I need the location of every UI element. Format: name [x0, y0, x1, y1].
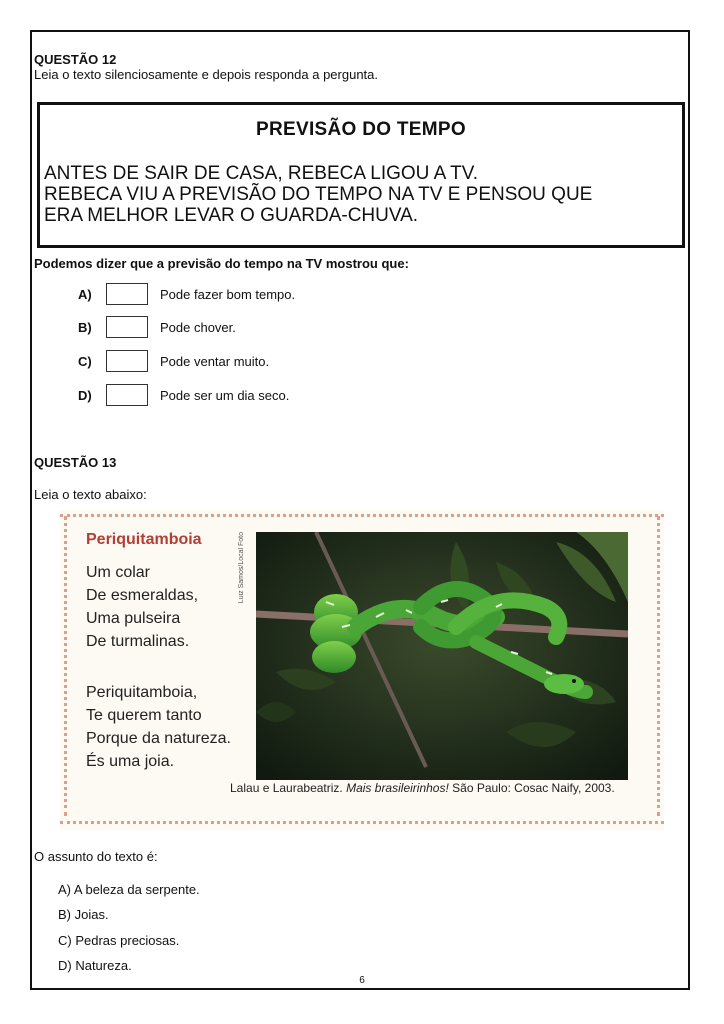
dotted-border — [60, 514, 664, 517]
poem-line: Periquitamboia, — [86, 684, 198, 701]
option-letter: C) — [78, 353, 92, 369]
poem-stanza-1 — [86, 561, 198, 653]
option-letter: A) — [78, 286, 92, 302]
poem-line: Uma pulseira — [86, 610, 181, 627]
reading-line: ANTES DE SAIR DE CASA, REBECA LIGOU A TV. — [44, 163, 478, 184]
reading-title: PREVISÃO DO TEMPO — [256, 119, 466, 140]
photo-credit: Luiz Samos/Local Foto — [238, 532, 245, 604]
poem-line: Te querem tanto — [86, 707, 202, 724]
dotted-border — [657, 516, 660, 816]
poem-line: De turmalinas. — [86, 633, 190, 650]
option-a[interactable] — [78, 283, 295, 305]
poem-line: Porque da natureza. — [86, 730, 231, 747]
option-text: Pode chover. — [160, 319, 236, 335]
caption-book: Mais brasileirinhos! — [346, 781, 449, 795]
question-12-instruction: Leia o texto silenciosamente e depois responda a pergunta. — [34, 67, 379, 82]
question-13-title: QUESTÃO 13 — [34, 455, 117, 470]
option-text: Pode ser um dia seco. — [160, 387, 290, 403]
poem-stanza-2 — [86, 681, 231, 773]
option-letter: B) — [78, 319, 92, 335]
answer-checkbox[interactable] — [106, 283, 148, 305]
answer-checkbox[interactable] — [106, 384, 148, 406]
question-12-prompt: Podemos dizer que a previsão do tempo na TV mostrou que: — [34, 256, 409, 271]
option-d[interactable] — [78, 384, 289, 406]
poem-title: Periquitamboia — [86, 531, 202, 548]
question-13-instruction: Leia o texto abaixo: — [34, 487, 147, 502]
answer-option-c[interactable]: C) Pedras preciosas. — [58, 933, 180, 948]
caption-authors: Lalau e Laurabeatriz. — [230, 781, 343, 795]
reading-line: REBECA VIU A PREVISÃO DO TEMPO NA TV E PENSOU QUE — [44, 184, 593, 205]
dotted-border — [60, 821, 664, 824]
option-letter: D) — [78, 387, 92, 403]
book-excerpt — [60, 510, 664, 830]
poem-line: De esmeraldas, — [86, 587, 199, 604]
poem-line: Um colar — [86, 564, 151, 581]
reading-box — [37, 102, 685, 248]
source-caption — [230, 781, 615, 795]
page-number: 6 — [359, 975, 365, 986]
answer-checkbox[interactable] — [106, 316, 148, 338]
option-c[interactable] — [78, 350, 269, 372]
answer-option-d[interactable]: D) Natureza. — [58, 958, 132, 973]
poem-line: És uma joia. — [86, 753, 175, 770]
option-text: Pode fazer bom tempo. — [160, 286, 296, 302]
reading-text — [44, 163, 592, 226]
snake-photo — [256, 532, 628, 780]
dotted-border — [64, 516, 67, 816]
caption-publisher: São Paulo: Cosac Naify, 2003. — [452, 781, 615, 795]
answer-option-b[interactable]: B) Joias. — [58, 907, 109, 922]
question-13-prompt: O assunto do texto é: — [34, 849, 158, 864]
reading-line: ERA MELHOR LEVAR O GUARDA-CHUVA. — [44, 205, 419, 226]
option-text: Pode ventar muito. — [160, 353, 270, 369]
option-b[interactable] — [78, 316, 236, 338]
answer-checkbox[interactable] — [106, 350, 148, 372]
answer-option-a[interactable]: A) A beleza da serpente. — [58, 882, 200, 897]
question-12-title: QUESTÃO 12 — [34, 52, 117, 67]
